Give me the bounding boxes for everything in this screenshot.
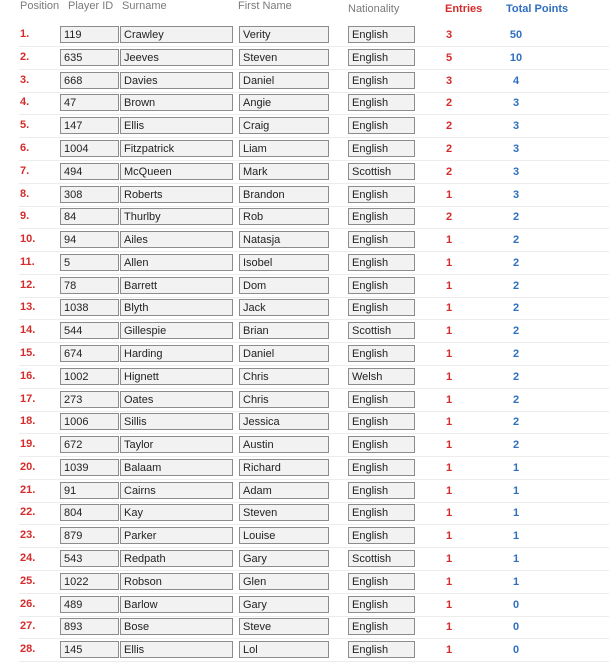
table-row <box>0 525 609 548</box>
entries-value: 1 <box>446 575 453 588</box>
player-id-field[interactable]: 494 <box>60 163 119 180</box>
position-label: 9. <box>20 210 30 223</box>
position-label: 5. <box>20 119 30 132</box>
nationality-field[interactable]: English <box>348 413 415 430</box>
entries-value: 1 <box>446 644 453 657</box>
player-id-field[interactable]: 543 <box>60 550 119 567</box>
first-name-field[interactable]: Gary <box>239 550 329 567</box>
surname-field[interactable]: Sillis <box>120 413 233 430</box>
total-points-value: 2 <box>512 256 520 269</box>
total-points-value: 2 <box>512 325 520 338</box>
surname-field[interactable]: Kay <box>120 504 233 521</box>
table-row <box>0 502 609 525</box>
nationality-field[interactable]: Scottish <box>348 550 415 567</box>
position-label: 23. <box>20 529 36 542</box>
surname-field[interactable]: Barlow <box>120 596 233 613</box>
nationality-field[interactable]: English <box>348 231 415 248</box>
total-points-value: 1 <box>512 507 520 520</box>
surname-field[interactable]: Ailes <box>120 231 233 248</box>
position-label: 24. <box>20 551 36 564</box>
entries-value: 3 <box>446 74 453 87</box>
nationality-field[interactable]: English <box>348 573 415 590</box>
first-name-field[interactable]: Isobel <box>239 254 329 271</box>
first-name-field[interactable]: Steven <box>239 49 329 66</box>
position-label: 28. <box>20 643 36 656</box>
total-points-value: 2 <box>512 234 520 246</box>
surname-field[interactable]: Jeeves <box>120 49 233 66</box>
total-points-value: 2 <box>512 279 520 292</box>
first-name-field[interactable]: Louise <box>239 527 329 544</box>
total-points-value: 3 <box>512 120 520 133</box>
entries-value: 1 <box>446 302 453 315</box>
surname-field[interactable]: Bose <box>120 618 233 635</box>
surname-field[interactable]: McQueen <box>120 163 233 180</box>
total-points-value: 2 <box>512 393 520 406</box>
player-id-field[interactable]: 893 <box>60 618 119 635</box>
player-id-field[interactable]: 668 <box>60 72 119 89</box>
total-points-value: 2 <box>512 211 520 224</box>
first-name-field[interactable]: Liam <box>239 140 329 157</box>
player-id-field[interactable]: 84 <box>60 208 119 225</box>
player-id-field[interactable]: 119 <box>60 26 119 43</box>
nationality-field[interactable]: English <box>348 436 415 453</box>
position-label: 26. <box>20 597 36 610</box>
position-label: 20. <box>20 460 36 473</box>
player-id-field[interactable]: 47 <box>60 94 119 111</box>
header-surname: Surname <box>122 0 167 12</box>
entries-value: 5 <box>446 51 453 64</box>
player-id-field[interactable]: 5 <box>60 254 119 271</box>
first-name-field[interactable]: Adam <box>239 482 329 499</box>
total-points-value: 1 <box>512 552 520 565</box>
first-name-field[interactable]: Verity <box>239 26 329 43</box>
first-name-field[interactable]: Chris <box>239 368 329 385</box>
entries-value: 3 <box>446 29 453 41</box>
first-name-field[interactable]: Natasja <box>239 231 329 248</box>
table-row <box>0 616 609 639</box>
nationality-field[interactable]: English <box>348 94 415 111</box>
total-points-value: 2 <box>512 416 520 429</box>
total-points-value: 1 <box>512 461 520 474</box>
nationality-field[interactable]: English <box>348 641 415 658</box>
first-name-field[interactable]: Lol <box>239 641 329 658</box>
total-points-value: 0 <box>512 644 520 657</box>
table-row <box>0 366 609 389</box>
first-name-field[interactable]: Daniel <box>239 345 329 362</box>
position-label: 25. <box>20 574 36 587</box>
entries-value: 1 <box>446 621 453 634</box>
nationality-field[interactable]: English <box>348 618 415 635</box>
table-row <box>0 184 609 207</box>
table-row <box>0 115 609 138</box>
table-row <box>0 47 609 70</box>
total-points-value: 2 <box>512 347 520 360</box>
entries-value: 2 <box>446 165 453 178</box>
table-row <box>0 297 609 320</box>
entries-value: 1 <box>446 461 453 474</box>
entries-value: 1 <box>446 234 453 246</box>
entries-value: 1 <box>446 279 453 292</box>
first-name-field[interactable]: Chris <box>239 391 329 408</box>
first-name-field[interactable]: Gary <box>239 596 329 613</box>
position-label: 2. <box>20 50 30 63</box>
nationality-field[interactable]: English <box>348 49 415 66</box>
position-label: 21. <box>20 483 36 496</box>
nationality-field[interactable]: English <box>348 277 415 294</box>
total-points-value: 0 <box>512 621 520 634</box>
player-id-field[interactable]: 78 <box>60 277 119 294</box>
nationality-field[interactable]: English <box>348 208 415 225</box>
table-row <box>0 252 609 275</box>
player-id-field[interactable]: 1006 <box>60 413 119 430</box>
surname-field[interactable]: Oates <box>120 391 233 408</box>
table-row <box>0 571 609 594</box>
surname-field[interactable]: Crawley <box>120 26 233 43</box>
first-name-field[interactable]: Jessica <box>239 413 329 430</box>
position-label: 1. <box>20 28 30 40</box>
entries-value: 1 <box>446 439 453 451</box>
table-row <box>0 434 609 457</box>
surname-field[interactable]: Brown <box>120 94 233 111</box>
nationality-field[interactable]: Scottish <box>348 322 415 339</box>
first-name-field[interactable]: Glen <box>239 573 329 590</box>
surname-field[interactable]: Blyth <box>120 299 233 316</box>
total-points-value: 3 <box>512 97 520 110</box>
player-id-field[interactable]: 672 <box>60 436 119 453</box>
table-row <box>0 639 609 662</box>
player-id-field[interactable]: 1002 <box>60 368 119 385</box>
position-label: 22. <box>20 506 36 519</box>
position-label: 8. <box>20 187 30 200</box>
nationality-field[interactable]: English <box>348 117 415 134</box>
entries-value: 2 <box>446 97 453 110</box>
header-entries: Entries <box>445 3 483 15</box>
entries-value: 1 <box>446 484 453 497</box>
position-label: 14. <box>20 324 36 337</box>
player-id-field[interactable]: 544 <box>60 322 119 339</box>
table-row <box>0 275 609 298</box>
player-id-field[interactable]: 635 <box>60 49 119 66</box>
first-name-field[interactable]: Steven <box>239 504 329 521</box>
surname-field[interactable]: Robson <box>120 573 233 590</box>
surname-field[interactable]: Ellis <box>120 641 233 658</box>
surname-field[interactable]: Balaam <box>120 459 233 476</box>
entries-value: 1 <box>446 552 453 565</box>
player-id-field[interactable]: 91 <box>60 482 119 499</box>
position-label: 6. <box>20 141 30 154</box>
first-name-field[interactable]: Rob <box>239 208 329 225</box>
surname-field[interactable]: Davies <box>120 72 233 89</box>
player-id-field[interactable]: 804 <box>60 504 119 521</box>
entries-value: 2 <box>446 211 453 224</box>
nationality-field[interactable]: Welsh <box>348 368 415 385</box>
first-name-field[interactable]: Brandon <box>239 186 329 203</box>
nationality-field[interactable]: English <box>348 504 415 521</box>
surname-field[interactable]: Redpath <box>120 550 233 567</box>
first-name-field[interactable]: Brian <box>239 322 329 339</box>
player-id-field[interactable]: 674 <box>60 345 119 362</box>
surname-field[interactable]: Ellis <box>120 117 233 134</box>
total-points-value: 1 <box>512 575 520 588</box>
nationality-field[interactable]: English <box>348 596 415 613</box>
surname-field[interactable]: Harding <box>120 345 233 362</box>
first-name-field[interactable]: Angie <box>239 94 329 111</box>
player-id-field[interactable]: 879 <box>60 527 119 544</box>
header-position: Position <box>20 0 60 12</box>
header-total-points: Total Points <box>506 3 569 15</box>
position-label: 12. <box>20 278 36 291</box>
table-row <box>0 320 609 343</box>
total-points-value: 50 <box>509 29 523 41</box>
surname-field[interactable]: Cairns <box>120 482 233 499</box>
position-label: 27. <box>20 620 36 633</box>
surname-field[interactable]: Barrett <box>120 277 233 294</box>
position-label: 3. <box>20 73 30 86</box>
player-id-field[interactable]: 147 <box>60 117 119 134</box>
nationality-field[interactable]: English <box>348 186 415 203</box>
player-id-field[interactable]: 145 <box>60 641 119 658</box>
surname-field[interactable]: Roberts <box>120 186 233 203</box>
first-name-field[interactable]: Craig <box>239 117 329 134</box>
surname-field[interactable]: Allen <box>120 254 233 271</box>
surname-field[interactable]: Hignett <box>120 368 233 385</box>
player-id-field[interactable]: 1022 <box>60 573 119 590</box>
nationality-field[interactable]: English <box>348 391 415 408</box>
total-points-value: 0 <box>512 598 520 611</box>
player-id-field[interactable]: 273 <box>60 391 119 408</box>
position-label: 17. <box>20 392 36 405</box>
player-id-field[interactable]: 308 <box>60 186 119 203</box>
position-label: 10. <box>20 233 36 245</box>
surname-field[interactable]: Gillespie <box>120 322 233 339</box>
nationality-field[interactable]: English <box>348 254 415 271</box>
table-row <box>0 457 609 480</box>
position-label: 18. <box>20 415 36 428</box>
total-points-value: 2 <box>512 439 520 451</box>
table-row <box>0 548 609 571</box>
first-name-field[interactable]: Steve <box>239 618 329 635</box>
table-row <box>0 229 609 252</box>
nationality-field[interactable]: English <box>348 72 415 89</box>
first-name-field[interactable]: Daniel <box>239 72 329 89</box>
player-id-field[interactable]: 94 <box>60 231 119 248</box>
position-label: 4. <box>20 96 30 109</box>
table-row <box>0 70 609 93</box>
nationality-field[interactable]: English <box>348 345 415 362</box>
position-label: 11. <box>20 255 35 268</box>
entries-value: 1 <box>446 347 453 360</box>
first-name-field[interactable]: Jack <box>239 299 329 316</box>
header-first-name: First Name <box>238 0 292 12</box>
table-row <box>0 92 609 115</box>
nationality-field[interactable]: English <box>348 26 415 43</box>
table-row <box>0 389 609 412</box>
first-name-field[interactable]: Austin <box>239 436 329 453</box>
entries-value: 2 <box>446 142 453 155</box>
surname-field[interactable]: Fitzpatrick <box>120 140 233 157</box>
total-points-value: 3 <box>512 188 520 201</box>
position-label: 13. <box>20 301 36 314</box>
table-row <box>0 343 609 366</box>
total-points-value: 3 <box>512 142 520 155</box>
surname-field[interactable]: Parker <box>120 527 233 544</box>
header-player-id: Player ID <box>68 0 114 12</box>
nationality-field[interactable]: English <box>348 459 415 476</box>
entries-value: 2 <box>446 120 453 133</box>
first-name-field[interactable]: Mark <box>239 163 329 180</box>
nationality-field[interactable]: English <box>348 299 415 316</box>
nationality-field[interactable]: English <box>348 527 415 544</box>
entries-value: 1 <box>446 393 453 406</box>
entries-value: 1 <box>446 325 453 338</box>
nationality-field[interactable]: Scottish <box>348 163 415 180</box>
total-points-value: 4 <box>512 74 520 87</box>
entries-value: 1 <box>446 370 453 383</box>
table-row <box>0 206 609 229</box>
total-points-value: 10 <box>509 51 523 64</box>
entries-value: 1 <box>446 530 453 543</box>
player-id-field[interactable]: 1038 <box>60 299 119 316</box>
position-label: 19. <box>20 438 36 450</box>
position-label: 7. <box>20 164 30 177</box>
first-name-field[interactable]: Dom <box>239 277 329 294</box>
position-label: 15. <box>20 346 36 359</box>
entries-value: 1 <box>446 256 453 269</box>
total-points-value: 2 <box>512 302 520 315</box>
table-row <box>0 594 609 617</box>
table-row <box>0 480 609 503</box>
player-id-field[interactable]: 1004 <box>60 140 119 157</box>
entries-value: 1 <box>446 188 453 201</box>
player-id-field[interactable]: 489 <box>60 596 119 613</box>
table-row <box>0 24 609 47</box>
entries-value: 1 <box>446 507 453 520</box>
player-id-field[interactable]: 1039 <box>60 459 119 476</box>
position-label: 16. <box>20 369 36 382</box>
total-points-value: 2 <box>512 370 520 383</box>
first-name-field[interactable]: Richard <box>239 459 329 476</box>
table-row <box>0 138 609 161</box>
nationality-field[interactable]: English <box>348 140 415 157</box>
nationality-field[interactable]: English <box>348 482 415 499</box>
surname-field[interactable]: Thurlby <box>120 208 233 225</box>
table-row <box>0 411 609 434</box>
entries-value: 1 <box>446 416 453 429</box>
header-nationality: Nationality <box>348 3 400 15</box>
total-points-value: 1 <box>512 530 520 543</box>
entries-value: 1 <box>446 598 453 611</box>
total-points-value: 3 <box>512 165 520 178</box>
table-row <box>0 161 609 184</box>
surname-field[interactable]: Taylor <box>120 436 233 453</box>
total-points-value: 1 <box>512 484 520 497</box>
